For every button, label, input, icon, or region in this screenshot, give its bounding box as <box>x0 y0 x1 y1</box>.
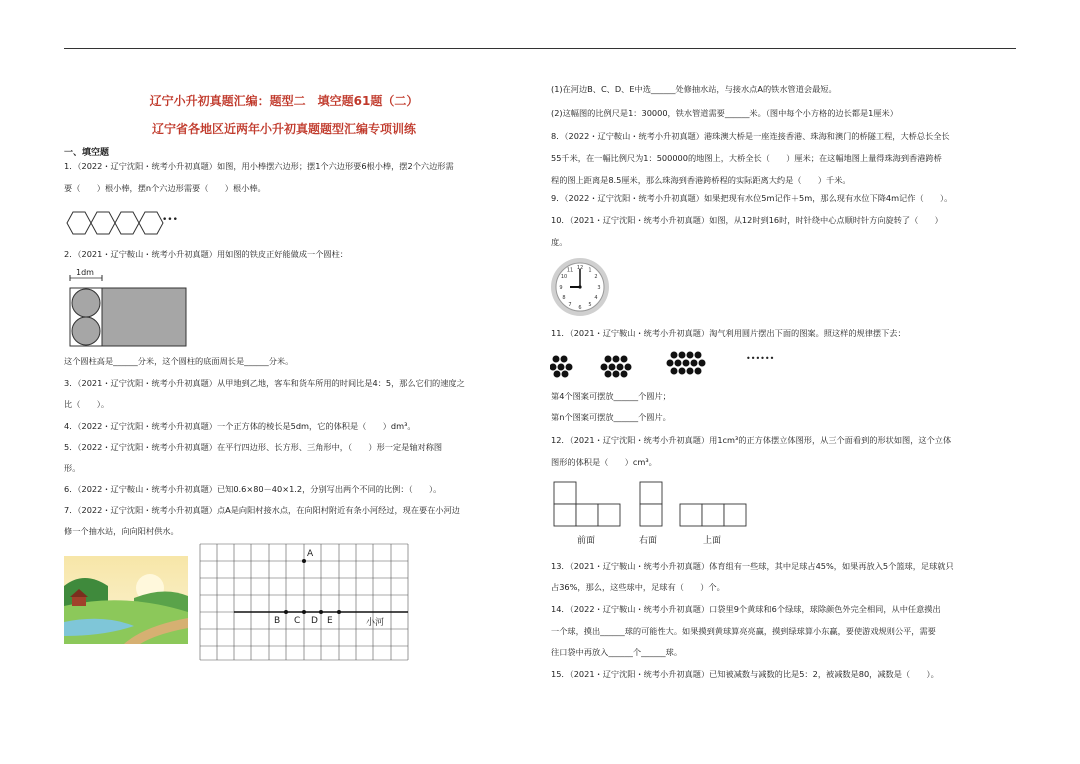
river-label: 小河 <box>366 618 385 628</box>
dot-pattern-figure <box>550 351 750 381</box>
question-5-line-1: 5．（2022・辽宁沈阳・统考小升初真题）在平行四边形、长方形、三角形中，（ ）形一定是轴对称图 <box>64 442 443 452</box>
question-11-part-b: 第n个图案可摆放______个圆片。 <box>551 412 671 422</box>
right-view-label: 右面 <box>639 536 658 546</box>
grid-point-a-label: A <box>307 549 314 559</box>
question-7-line-1: 7．（2022・辽宁沈阳・统考小升初真题）点A是向阳村接水点，在向阳村附近有条小河经过，现在要在小河边 <box>64 505 460 515</box>
question-14-line-1: 14．（2022・辽宁鞍山・统考小升初真题）口袋里9个黄球和6个绿球，球除颜色外完全相同，从中任意摸出 <box>551 604 941 614</box>
question-1-line-2: 要（ ）根小棒，摆n个六边形需要（ ）根小棒。 <box>64 183 266 193</box>
svg-text:2: 2 <box>594 274 598 280</box>
question-10-line-1: 10．（2021・辽宁沈阳・统考小升初真题）如图，从12时到16时，时针绕中心点顺时针方向旋转了（ ） <box>551 215 943 225</box>
grid-point-d-label: D <box>311 616 318 626</box>
question-10-line-2: 度。 <box>551 237 568 247</box>
question-12-line-2: 图形的体积是（ ）cm³。 <box>551 457 657 467</box>
question-5-line-2: 形。 <box>64 463 81 473</box>
river-grid-figure <box>199 543 409 661</box>
question-2-answer-line: 这个圆柱高是______分米，这个圆柱的底面周长是______分米。 <box>64 356 294 366</box>
grid-point-c-label: C <box>294 616 301 626</box>
question-14-line-2: 一个球，摸出______球的可能性大。如果摸到黄球算亮亮赢，摸到绿球算小东赢，要使游戏规则公平，需要 <box>551 626 936 636</box>
question-7-line-2: 修一个抽水站，向向阳村供水。 <box>64 526 179 536</box>
three-views-figure <box>552 480 752 528</box>
svg-text:12: 12 <box>576 265 584 271</box>
question-4: 4．（2022・辽宁沈阳・统考小升初真题）一个正方体的棱长是5dm，它的体积是（ ）dm³。 <box>64 421 416 431</box>
svg-text:7: 7 <box>568 302 572 308</box>
question-12-line-1: 12．（2021・辽宁沈阳・统考小升初真题）用1cm³的正方体摆立体图形，从三个面看到的形状如图，这个立体 <box>551 435 952 445</box>
sub-question-2: (2)这幅图的比例尺是1：30000，铁水管道需要______米。（图中每个小方格的边长都是1厘米） <box>551 108 898 118</box>
question-8-line-3: 程的图上距离是8.5厘米，那么珠海到香港跨桥程的实际距离大约是（ ）千米。 <box>551 175 851 185</box>
sub-question-1: (1)在河边B、C、D、E中选______处修抽水站，与接水点A的铁水管道会最短。 <box>551 84 837 94</box>
svg-text:4: 4 <box>594 295 598 301</box>
grid-point-e-label: E <box>327 616 333 626</box>
question-15: 15．（2021・辽宁沈阳・统考小升初真题）已知被减数与减数的比是5：2，被减数是80，减数是（ ）。 <box>551 669 939 679</box>
page-subtitle: 辽宁省各地区近两年小升初真题题型汇编专项训练 <box>151 122 416 136</box>
question-13-line-1: 13．（2021・辽宁鞍山・统考小升初真题）体育组有一些球，其中足球占45%，如果再放入5个篮球，足球就只 <box>551 561 954 571</box>
question-11: 11．（2021・辽宁鞍山・统考小升初真题）淘气利用圆片摆出下面的图案。照这样的规律摆下去： <box>551 328 906 338</box>
landscape-picture <box>64 556 188 644</box>
question-3-line-1: 3．（2021・辽宁沈阳・统考小升初真题）从甲地到乙地，客车和货车所用的时间比是4：5，那么它们的速度之 <box>64 378 465 388</box>
svg-text:3: 3 <box>597 285 601 291</box>
question-9: 9．（2022・辽宁沈阳・统考小升初真题）如果把现有水位5m记作＋5m，那么现有水位下降4m记作（ ）。 <box>551 193 953 203</box>
question-13-line-2: 占36%，那么，这些球中，足球有（ ）个。 <box>551 582 725 592</box>
cylinder-net-figure <box>66 272 190 348</box>
svg-text:8: 8 <box>562 295 566 301</box>
question-1-line-1: 1．（2022・辽宁沈阳・统考小升初真题）如图，用小棒摆六边形；摆1个六边形要6根小棒，摆2个六边形需 <box>64 161 454 171</box>
question-14-line-3: 往口袋中再放入______个______球。 <box>551 647 683 657</box>
question-2: 2．（2021・辽宁鞍山・统考小升初真题）用如图的铁皮正好能做成一个圆柱： <box>64 249 348 259</box>
page-title: 辽宁小升初真题汇编：题型二 填空题61题（二） <box>149 94 419 108</box>
svg-text:6: 6 <box>578 305 582 311</box>
question-8-line-2: 55千米，在一幅比例尺为1：500000的地图上，大桥全长（ ）厘米；在这幅地图上量得珠海到香港跨桥 <box>551 153 942 163</box>
header-rule <box>64 48 1016 49</box>
section-heading: 一、填空题 <box>64 148 110 158</box>
svg-text:9: 9 <box>559 285 563 291</box>
svg-text:5: 5 <box>588 302 592 308</box>
pattern-continuation-dots: •••••• <box>746 354 775 363</box>
question-6: 6．（2022・辽宁鞍山・统考小升初真题）已知0.6×80－40×1.2，分别写出两个不同的比例：（ ）。 <box>64 484 442 494</box>
svg-text:10: 10 <box>560 274 568 280</box>
svg-text:11: 11 <box>566 267 574 274</box>
hexagon-continuation-dots: ••• <box>162 215 178 225</box>
question-3-line-2: 比（ ）。 <box>64 399 110 409</box>
question-8-line-1: 8．（2022・辽宁鞍山・统考小升初真题）港珠澳大桥是一座连接香港、珠海和澳门的桥隧工程，大桥总长全长 <box>551 131 950 141</box>
top-view-label: 上面 <box>703 536 722 546</box>
grid-point-b-label: B <box>274 616 281 626</box>
dimension-label: 1dm <box>76 268 94 277</box>
question-11-part-a: 第4个图案可摆放______个圆片； <box>551 391 671 401</box>
svg-text:1: 1 <box>588 267 592 274</box>
front-view-label: 前面 <box>577 536 596 546</box>
clock-icon <box>550 257 610 317</box>
